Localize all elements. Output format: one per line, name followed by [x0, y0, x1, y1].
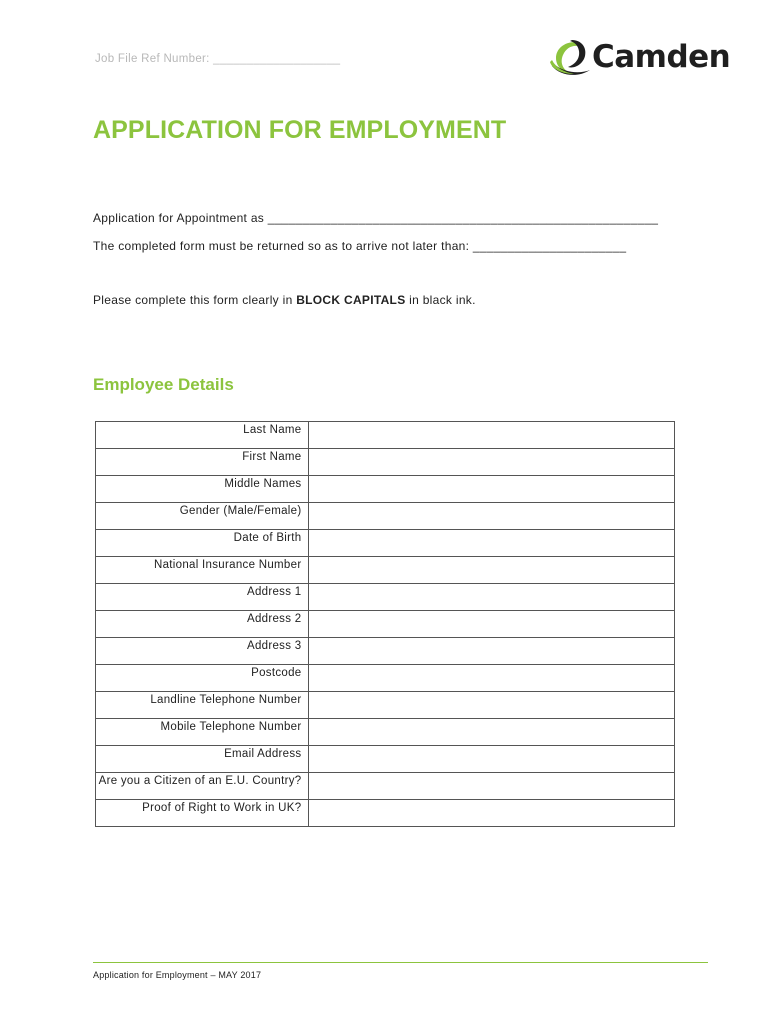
instruction-pre: Please complete this form clearly in [93, 293, 297, 307]
field-input[interactable] [309, 449, 675, 476]
instruction-bold: BLOCK CAPITALS [296, 293, 406, 307]
logo-text: Camden [592, 39, 731, 75]
table-row [96, 449, 675, 476]
field-input[interactable] [309, 557, 675, 584]
field-label: Gender (Male/Female) [96, 503, 309, 530]
appointment-line: Application for Appointment as ________________________________________________________ [93, 211, 659, 225]
table-row [96, 773, 675, 800]
camden-logo-icon [548, 36, 594, 78]
field-label: Proof of Right to Work in UK? [96, 800, 309, 827]
field-input[interactable] [309, 611, 675, 638]
field-input[interactable] [309, 692, 675, 719]
field-label: Email Address [96, 746, 309, 773]
field-input[interactable] [309, 638, 675, 665]
field-input[interactable] [309, 665, 675, 692]
field-input[interactable] [309, 584, 675, 611]
camden-logo [548, 36, 738, 78]
job-ref-number: Job File Ref Number: ___________________ [95, 53, 341, 65]
page-title: APPLICATION FOR EMPLOYMENT [93, 116, 507, 144]
section-title: Employee Details [93, 375, 234, 394]
table-row [96, 584, 675, 611]
table-row [96, 530, 675, 557]
field-label: Landline Telephone Number [96, 692, 309, 719]
field-label: Date of Birth [96, 530, 309, 557]
instruction-text [93, 293, 476, 307]
table-row [96, 557, 675, 584]
table-row [96, 503, 675, 530]
field-label: Postcode [96, 665, 309, 692]
table-row [96, 476, 675, 503]
table-row [96, 746, 675, 773]
field-label: Are you a Citizen of an E.U. Country? [96, 773, 309, 800]
field-input[interactable] [309, 422, 675, 449]
field-label: Last Name [96, 422, 309, 449]
field-label: Middle Names [96, 476, 309, 503]
field-input[interactable] [309, 773, 675, 800]
field-label: Address 1 [96, 584, 309, 611]
field-label: National Insurance Number [96, 557, 309, 584]
field-input[interactable] [309, 476, 675, 503]
field-input[interactable] [309, 746, 675, 773]
instruction-post: in black ink. [405, 293, 476, 307]
field-input[interactable] [309, 503, 675, 530]
table-row [96, 611, 675, 638]
table-row [96, 800, 675, 827]
field-label: Mobile Telephone Number [96, 719, 309, 746]
table-row [96, 719, 675, 746]
field-label: Address 3 [96, 638, 309, 665]
field-label: Address 2 [96, 611, 309, 638]
table-row [96, 665, 675, 692]
table-row [96, 422, 675, 449]
field-input[interactable] [309, 530, 675, 557]
field-input[interactable] [309, 719, 675, 746]
deadline-line: The completed form must be returned so as to arrive not later than: ______________________ [93, 239, 627, 253]
field-label: First Name [96, 449, 309, 476]
field-input[interactable] [309, 800, 675, 827]
employee-details-table [95, 421, 675, 827]
table-row [96, 692, 675, 719]
footer-text: Application for Employment – MAY 2017 [93, 970, 262, 980]
footer-divider [93, 962, 708, 963]
table-row [96, 638, 675, 665]
